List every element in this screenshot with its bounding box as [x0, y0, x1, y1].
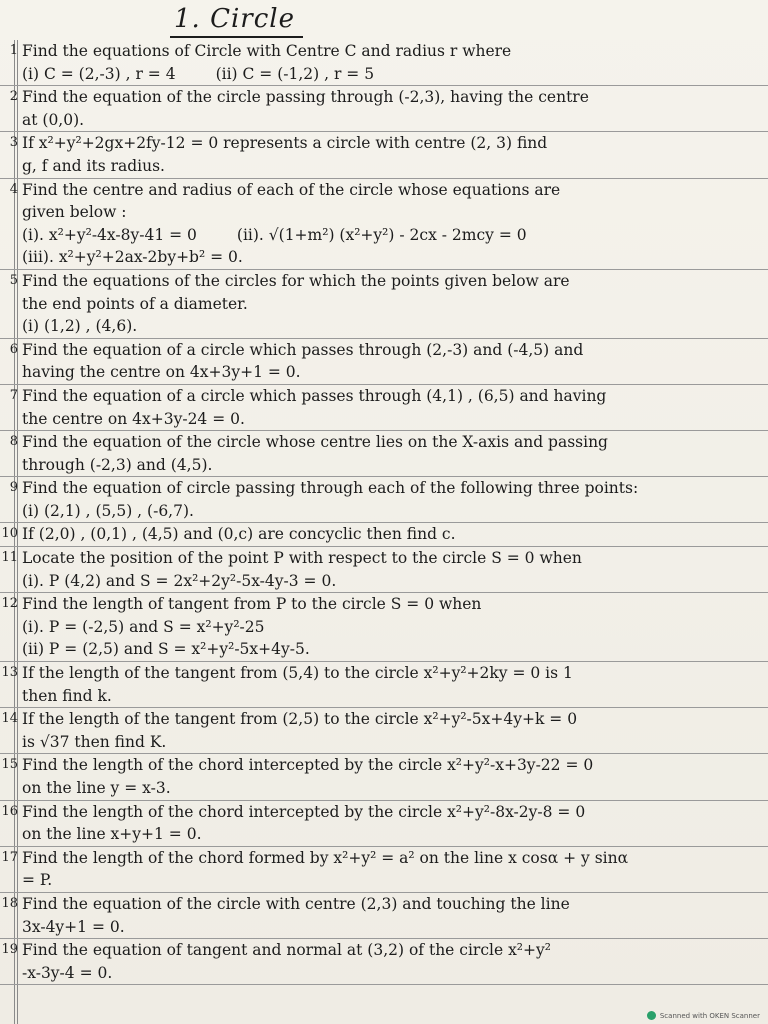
question-text: is √37 then find K.	[22, 732, 167, 751]
question-text: If the length of the tangent from (5,4) to the circle x²+y²+2ky = 0 is 1	[22, 664, 573, 683]
page-title: 1. Circle	[170, 2, 303, 38]
question-item	[0, 270, 768, 339]
question-text: Find the length of the chord intercepted by the circle x²+y²-8x-2y-8 = 0	[22, 802, 586, 821]
question-text: Locate the position of the point P with respect to the circle S = 0 when	[22, 549, 582, 568]
question-item	[0, 801, 768, 847]
question-text: Find the length of the chord formed by x²+y² = a² on the line x cosα + y sinα	[22, 848, 629, 867]
question-number: 2	[9, 89, 18, 105]
question-text: the end points of a diameter.	[22, 294, 248, 313]
question-number: 8	[9, 434, 18, 450]
question-text: 3x-4y+1 = 0.	[22, 917, 125, 936]
scanner-watermark	[647, 1011, 760, 1020]
question-number: 13	[1, 665, 18, 681]
question-text: Find the length of the chord intercepted by the circle x²+y²-x+3y-22 = 0	[22, 756, 594, 775]
question-number: 16	[1, 803, 18, 819]
question-text: If the length of the tangent from (2,5) to the circle x²+y²-5x+4y+k = 0	[22, 710, 578, 729]
question-list	[0, 40, 768, 985]
question-number: 7	[9, 387, 18, 403]
question-item	[0, 662, 768, 708]
question-item	[0, 547, 768, 593]
question-number: 12	[1, 596, 18, 612]
question-text: Find the equation of a circle which passes through (2,-3) and (-4,5) and	[22, 340, 584, 359]
question-text: then find k.	[22, 686, 112, 705]
question-text: If x²+y²+2gx+2fy-12 = 0 represents a circle with centre (2, 3) find	[22, 134, 548, 153]
question-number: 15	[1, 757, 18, 773]
question-item	[0, 523, 768, 547]
question-item	[0, 893, 768, 939]
question-text: Find the equation of the circle with centre (2,3) and touching the line	[22, 894, 570, 913]
question-number: 14	[1, 711, 18, 727]
question-item	[0, 477, 768, 523]
question-text: (i). P = (-2,5) and S = x²+y²-25	[22, 617, 265, 636]
question-number: 17	[1, 849, 18, 865]
question-item	[0, 708, 768, 754]
question-text: (i) (2,1) , (5,5) , (-6,7).	[22, 501, 194, 520]
question-part: (ii) C = (-1,2) , r = 5	[215, 64, 375, 83]
question-number: 11	[1, 550, 18, 566]
question-text: (i). P (4,2) and S = 2x²+2y²-5x-4y-3 = 0.	[22, 571, 337, 590]
question-part: (ii). √(1+m²) (x²+y²) - 2cx - 2mcy = 0	[236, 225, 527, 244]
question-item	[0, 179, 768, 270]
question-item	[0, 40, 768, 86]
question-item	[0, 939, 768, 985]
question-text: (i) (1,2) , (4,6).	[22, 317, 138, 336]
question-text: having the centre on 4x+3y+1 = 0.	[22, 363, 301, 382]
question-number: 1	[9, 43, 18, 58]
question-number: 4	[9, 181, 18, 197]
question-text: Find the equation of the circle whose centre lies on the X-axis and passing	[22, 433, 608, 452]
question-part: (i) C = (2,-3) , r = 4	[22, 64, 176, 83]
question-number: 9	[9, 480, 18, 496]
scanner-watermark-text: Scanned with OKEN Scanner	[659, 1011, 760, 1020]
question-text: Find the equations of Circle with Centre C and radius r where	[22, 42, 512, 60]
question-part: (iii). x²+y²+2ax-2by+b² = 0.	[22, 248, 243, 267]
question-text: at (0,0).	[22, 110, 85, 129]
question-number: 10	[1, 526, 18, 542]
question-text: Find the equation of circle passing through each of the following three points:	[22, 479, 639, 498]
question-item	[0, 593, 768, 662]
question-number: 18	[1, 895, 18, 911]
question-number: 19	[1, 942, 18, 958]
question-item	[0, 339, 768, 385]
question-text: on the line x+y+1 = 0.	[22, 825, 202, 844]
question-item	[0, 86, 768, 132]
question-number: 5	[9, 272, 18, 288]
question-text: Find the equation of a circle which passes through (4,1) , (6,5) and having	[22, 386, 607, 405]
question-text: on the line y = x-3.	[22, 779, 171, 797]
question-item	[0, 847, 768, 893]
question-item	[0, 431, 768, 477]
question-text: If (2,0) , (0,1) , (4,5) and (0,c) are concyclic then find c.	[22, 525, 456, 544]
question-text: given below :	[22, 203, 127, 222]
question-text: the centre on 4x+3y-24 = 0.	[22, 409, 245, 428]
question-number: 6	[9, 341, 18, 357]
question-text: = P.	[22, 871, 53, 890]
question-item	[0, 385, 768, 431]
question-text: Find the equation of the circle passing through (-2,3), having the centre	[22, 88, 589, 107]
question-text: Find the centre and radius of each of the circle whose equations are	[22, 180, 561, 199]
question-item	[0, 132, 768, 178]
question-text: -x-3y-4 = 0.	[22, 963, 113, 982]
question-text: g, f and its radius.	[22, 156, 165, 175]
question-text: through (-2,3) and (4,5).	[22, 455, 213, 474]
question-text: Find the equation of tangent and normal at (3,2) of the circle x²+y²	[22, 941, 551, 960]
scanner-logo-icon	[647, 1011, 656, 1020]
question-number: 3	[9, 135, 18, 151]
question-text: Find the length of tangent from P to the circle S = 0 when	[22, 595, 482, 614]
question-part: (i). x²+y²-4x-8y-41 = 0	[22, 225, 197, 244]
question-text: (ii) P = (2,5) and S = x²+y²-5x+4y-5.	[22, 640, 310, 659]
question-text: Find the equations of the circles for which the points given below are	[22, 271, 570, 290]
question-item	[0, 754, 768, 800]
